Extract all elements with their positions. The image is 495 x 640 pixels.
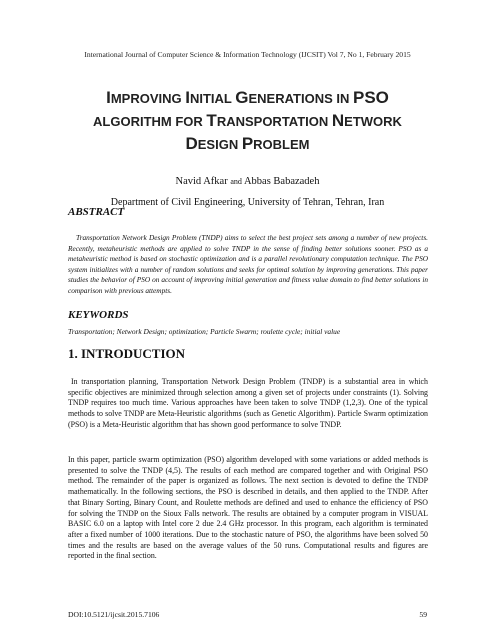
title-line-3: DESIGN PROBLEM (185, 134, 310, 153)
keywords-heading: KEYWORDS (68, 309, 129, 321)
author-1: Navid Afkar (175, 176, 228, 187)
abstract-heading: ABSTRACT (68, 206, 125, 218)
author-connector: and (230, 177, 242, 186)
author-2: Abbas Babazadeh (243, 176, 320, 187)
introduction-heading: 1. INTRODUCTION (68, 346, 186, 361)
page-number: 59 (419, 610, 427, 619)
title-line-2: ALGORITHM FOR TRANSPORTATION NETWORK (93, 111, 402, 130)
introduction-paragraph-2: In this paper, particle swarm optimization (PSO) algorithm developed with some variations or added methods is presented to solve the TNDP (4,5). The results of each method are compared together and with Original PSO method. The remainder of the paper is organized as follows. The next section is devoted to define the TNDP mathematically. In the following sections, the PSO is described in details, and then applied to the TNDP. After that Binary Sorting, Binary Count, and Roulette methods are defined and used to enhance the efficiency of PSO for solving the TNDP on the Sioux Falls network. The results are obtained by a computer program in VISUAL BASIC 6.0 on a laptop with Intel core 2 due 2.4 GHz processor. In this program, each algorithm is terminated after a fixed number of 1000 iterations. Due to the stochastic nature of PSO, the algorithms have been solved 50 times and the results are based on the average values of the 50 runs. Computational results and figures are reported in the final section. (68, 455, 428, 561)
abstract-text: Transportation Network Design Problem (TNDP) aims to select the best project sets among a number of new projects. Recently, metaheuristic methods are applied to solve TNDP in the sense of finding better solutions sooner. PSO as a metaheuristic method is based on stochastic optimization and is a parallel revolutionary computation technique. The PSO system initializes with a number of random solutions and seeks for optimal solution by improving generations. This paper studies the behavior of PSO on account of improving initial generation and fitness value domain to find better solutions in comparison with previous attempts. (68, 233, 428, 295)
affiliation: Department of Civil Engineering, University of Tehran, Tehran, Iran (110, 197, 385, 208)
authors (0, 176, 495, 187)
keywords-text: Transportation; Network Design; optimization; Particle Swarm; roulette cycle; initial value (68, 327, 341, 336)
journal-header: International Journal of Computer Science & Information Technology (IJCSIT) Vol 7, No 1, February 2015 (84, 50, 411, 59)
introduction-paragraph-1: In transportation planning, Transportation Network Design Problem (TNDP) is a substantial area in which specific objectives are minimized through selection among a given set of projects under constraints (1). Solving TNDP requires too much time. Various approaches have been taken to solve TNDP (1,2,3). One of the typical methods to solve TNDP are Meta-Heuristic algorithms (such as Genetic Algorithm). Particle Swarm optimization (PSO) is a Meta-Heuristic algorithm that has shown good performance to solve TNDP. (68, 377, 428, 429)
doi-link[interactable]: DOI:10.5121/ijcsit.2015.7106 (68, 610, 160, 619)
title-line-1: IMPROVING INITIAL GENERATIONS IN PSO (106, 88, 389, 107)
paper-title (0, 87, 495, 156)
